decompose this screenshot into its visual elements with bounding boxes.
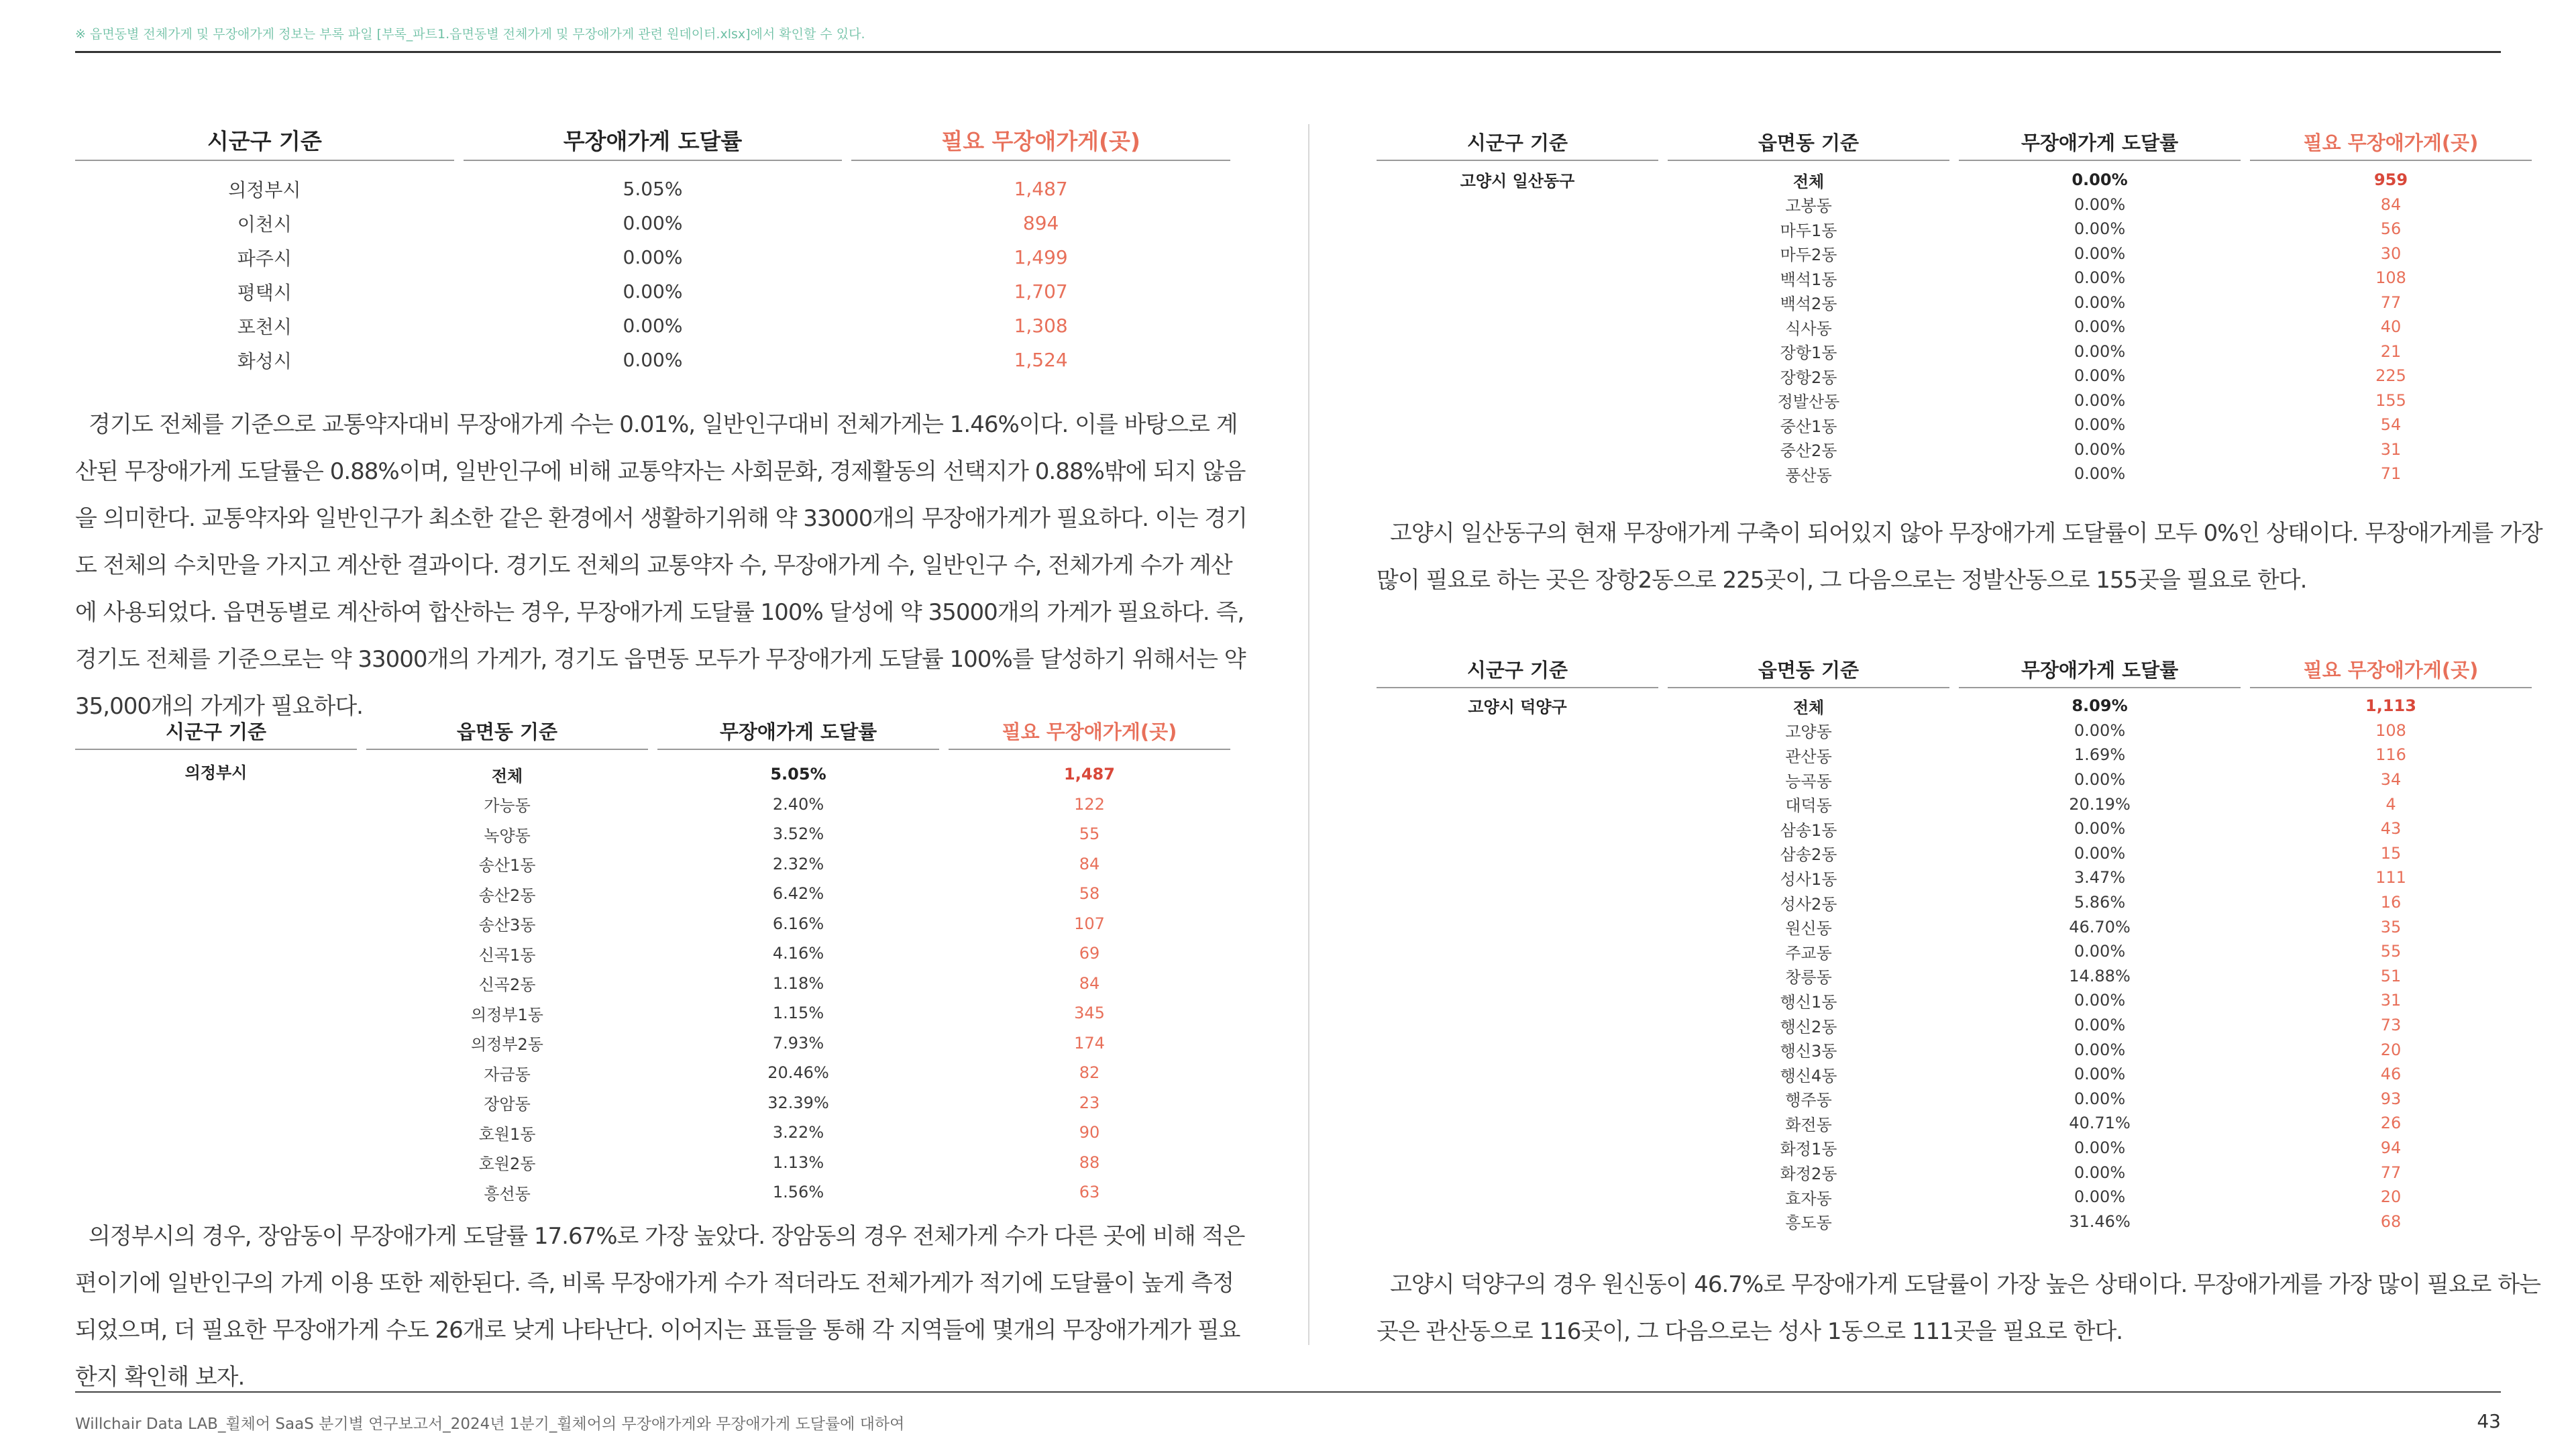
rate-cell: 0.00% <box>2074 366 2126 386</box>
needed-cell: 108 <box>2375 268 2406 288</box>
rate-cell: 0.00% <box>2074 244 2126 263</box>
dong-cell: 신곡1동 <box>478 945 536 965</box>
rate-cell: 1.56% <box>772 1183 824 1202</box>
dong-cell: 호원2동 <box>478 1155 536 1174</box>
region-cell: 의정부시 <box>228 178 301 201</box>
deogyang-gu-table <box>1367 640 2541 1234</box>
needed-cell: 174 <box>1074 1033 1105 1053</box>
needed-cell: 1,308 <box>1014 315 1068 337</box>
dong-cell: 행주동 <box>1785 1091 1832 1110</box>
rate-cell: 7.93% <box>772 1033 824 1053</box>
header-sigungu: 시군구 기준 <box>1377 113 1658 161</box>
needed-cell: 20 <box>2380 1187 2402 1207</box>
header-rate: 무장애가게 도달률 <box>1959 113 2241 161</box>
rate-cell: 5.05% <box>770 765 826 784</box>
dong-cell: 신곡2동 <box>478 975 536 995</box>
rate-cell: 31.46% <box>2069 1212 2131 1231</box>
needed-cell: 959 <box>2373 170 2408 190</box>
dong-cell: 화정2동 <box>1780 1165 1837 1184</box>
needed-cell: 84 <box>1079 973 1100 993</box>
rate-cell: 3.22% <box>772 1123 824 1142</box>
rate-cell: 0.00% <box>2074 1065 2126 1084</box>
rate-cell: 0.00% <box>2074 268 2126 288</box>
paragraph-ilsandong-gu: 고양시 일산동구의 현재 무장애가게 구축이 되어있지 않아 무장애가게 도달률이 모두 0%인 상태이다. 무장애가게를 가장 많이 필요로 하는 곳은 장항2동으로 225곳이, 그 다음으로는 정발산동으로 155곳을 필요로 한다. <box>1377 520 2542 594</box>
dong-cell: 화전동 <box>1785 1115 1832 1134</box>
rate-cell: 0.00% <box>2074 1016 2126 1035</box>
needed-cell: 122 <box>1074 794 1105 814</box>
needed-cell: 82 <box>1079 1063 1100 1083</box>
needed-cell: 43 <box>2380 819 2402 839</box>
needed-cell: 1,499 <box>1014 246 1068 268</box>
needed-cell: 58 <box>1079 884 1100 904</box>
top-note: ※ 읍면동별 전체가게 및 무장애가게 정보는 부록 파일 [부록_파트1.읍면동별 전체가게 및 무장애가게 관련 원데이터.xlsx]에서 확인할 수 있다. <box>75 27 865 42</box>
needed-cell: 84 <box>1079 854 1100 873</box>
region-cell: 화성시 <box>237 350 292 372</box>
needed-cell: 93 <box>2380 1089 2402 1108</box>
dong-cell: 성사1동 <box>1780 869 1837 889</box>
dong-cell: 성사2동 <box>1780 894 1837 914</box>
header-sigungu: 시군구 기준 <box>1377 640 1658 688</box>
page-number: 43 <box>2477 1410 2501 1432</box>
city-level-table <box>66 113 1240 377</box>
needed-cell: 90 <box>1079 1123 1100 1142</box>
dong-cell: 행신2동 <box>1780 1017 1837 1036</box>
dong-cell: 행신1동 <box>1780 992 1837 1012</box>
needed-cell: 71 <box>2380 464 2402 484</box>
rate-cell: 0.00% <box>2074 1138 2126 1157</box>
rate-cell: 0.00% <box>2074 1040 2126 1059</box>
dong-cell: 고봉동 <box>1785 197 1832 216</box>
dong-cell: 행신4동 <box>1780 1066 1837 1085</box>
needed-cell: 111 <box>2375 868 2406 888</box>
rate-cell: 0.00% <box>2074 341 2126 361</box>
rate-cell: 0.00% <box>623 280 683 303</box>
rate-cell: 1.13% <box>772 1152 824 1172</box>
dong-cell: 전체 <box>1792 698 1825 717</box>
needed-cell: 34 <box>2380 770 2402 790</box>
dong-cell: 삼송2동 <box>1780 845 1837 865</box>
deogyang-gu-table-body <box>1377 688 2532 1234</box>
table-row <box>1377 161 2532 193</box>
rate-cell: 5.86% <box>2074 893 2126 912</box>
rate-cell: 0.00% <box>2074 390 2126 410</box>
rate-cell: 0.00% <box>2074 439 2126 459</box>
needed-cell: 20 <box>2380 1040 2402 1059</box>
header-dong: 읍면동 기준 <box>1668 113 1949 161</box>
header-sigungu: 시군구 기준 <box>75 702 357 750</box>
needed-cell: 94 <box>2380 1138 2402 1157</box>
dong-cell: 원신동 <box>1785 919 1832 938</box>
dong-cell: 화정1동 <box>1780 1140 1837 1159</box>
rate-cell: 2.40% <box>772 794 824 814</box>
rate-cell: 3.52% <box>772 824 824 844</box>
dong-cell: 중산1동 <box>1780 417 1837 436</box>
table-row <box>75 274 1230 309</box>
needed-cell: 155 <box>2375 390 2406 410</box>
rate-cell: 8.09% <box>2072 696 2128 716</box>
needed-cell: 108 <box>2375 720 2406 740</box>
needed-cell: 16 <box>2380 893 2402 912</box>
rate-cell: 0.00% <box>623 246 683 268</box>
table-row <box>75 343 1230 377</box>
rate-cell: 0.00% <box>623 315 683 337</box>
dong-cell: 마두2동 <box>1780 246 1837 265</box>
dong-cell: 녹양동 <box>484 826 531 845</box>
region-cell: 고양시 덕양구 <box>1468 698 1567 716</box>
dong-cell: 송산1동 <box>478 856 536 875</box>
ilsandong-gu-table <box>1367 113 2541 486</box>
rate-cell: 0.00% <box>623 349 683 371</box>
needed-cell: 55 <box>2380 942 2402 961</box>
dong-cell: 삼송1동 <box>1780 820 1837 840</box>
rate-cell: 0.00% <box>2074 292 2126 312</box>
rate-cell: 0.00% <box>2074 843 2126 863</box>
table-row <box>75 750 1230 790</box>
table-row <box>1377 688 2532 718</box>
footer-text: Willchair Data LAB_휠체어 SaaS 분기별 연구보고서_2024년 1분기_휠체어의 무장애가게와 무장애가게 도달률에 대하여 <box>75 1415 905 1433</box>
dong-cell: 백석2동 <box>1780 294 1837 314</box>
dong-cell: 창릉동 <box>1785 968 1832 987</box>
needed-cell: 1,487 <box>1014 178 1068 200</box>
needed-cell: 46 <box>2380 1065 2402 1084</box>
needed-cell: 40 <box>2380 317 2402 337</box>
header-needed: 필요 무장애가게(곳) <box>851 113 1230 161</box>
rate-cell: 6.42% <box>772 884 824 904</box>
needed-cell: 30 <box>2380 244 2402 263</box>
rate-cell: 20.46% <box>767 1063 829 1083</box>
region-cell: 포천시 <box>237 315 292 338</box>
dong-cell: 호원1동 <box>478 1124 536 1144</box>
dong-cell: 관산동 <box>1785 747 1832 766</box>
rate-cell: 0.00% <box>2074 1089 2126 1108</box>
header-rate: 무장애가게 도달률 <box>657 702 939 750</box>
rate-cell: 0.00% <box>2074 942 2126 961</box>
rate-cell: 0.00% <box>2074 1163 2126 1182</box>
column-divider <box>1308 124 1309 1345</box>
dong-cell: 중산2동 <box>1780 441 1837 461</box>
dong-cell: 행신3동 <box>1780 1042 1837 1061</box>
needed-cell: 116 <box>2375 745 2406 765</box>
rate-cell: 0.00% <box>2072 170 2128 190</box>
top-rule <box>75 51 2501 53</box>
rate-cell: 1.15% <box>772 1004 824 1023</box>
dong-cell: 의정부2동 <box>470 1035 543 1055</box>
dong-cell: 풍산동 <box>1785 466 1832 485</box>
header-dong: 읍면동 기준 <box>366 702 648 750</box>
rate-cell: 0.00% <box>2074 219 2126 239</box>
rate-cell: 0.00% <box>623 212 683 234</box>
needed-cell: 1,487 <box>1064 765 1115 784</box>
needed-cell: 1,113 <box>2365 696 2416 716</box>
needed-cell: 23 <box>1079 1093 1100 1112</box>
needed-cell: 54 <box>2380 415 2402 435</box>
table-row <box>75 206 1230 240</box>
dong-cell: 정발산동 <box>1777 392 1840 412</box>
paragraph-gyeonggi-summary: 경기도 전체를 기준으로 교통약자대비 무장애가게 수는 0.01%, 일반인구대비 전체가게는 1.46%이다. 이를 바탕으로 계산된 무장애가게 도달률은 0.88%이며, 일반인구에 비해 교통약자는 사회문화, 경제활동의 선택지가 0.88%밖에 되지 않음을 의미한다. 교통약자와 일반인구가 최소한 같은 환경에서 생활하기위해 약 33000개의 무장애가게가 필요하다. 이는 경기도 전체의 수치만을 가지고 계산한 결과이다. 경기도 전체의 교통약자 수, 무장애가게 수, 일반인구 수, 전체가게 수가 계산에 사용되었다. 읍면동별로 계산하여 합산하는 경우, 무장애가게 도달률 100% 달성에 약 35000개의 가게가 필요하다. 즉, 경기도 전체를 기준으로는 약 33000개의 가게가, 경기도 읍면동 모두가 무장애가게 도달률 100%를 달성하기 위해서는 약 35,000개의 가게가 필요하다. <box>75 411 1247 720</box>
table-row <box>75 240 1230 274</box>
rate-cell: 0.00% <box>2074 415 2126 435</box>
dong-cell: 식사동 <box>1785 319 1832 338</box>
needed-cell: 15 <box>2380 843 2402 863</box>
needed-cell: 56 <box>2380 219 2402 239</box>
needed-cell: 225 <box>2375 366 2406 386</box>
dong-cell: 자금동 <box>484 1065 531 1084</box>
city-level-table-body <box>75 161 1230 377</box>
rate-cell: 46.70% <box>2069 917 2131 936</box>
dong-cell: 가능동 <box>484 796 531 816</box>
ilsandong-gu-table-body <box>1377 161 2532 486</box>
needed-cell: 107 <box>1074 914 1105 933</box>
needed-cell: 21 <box>2380 341 2402 361</box>
region-cell: 의정부시 <box>184 763 248 782</box>
needed-cell: 1,524 <box>1014 349 1068 371</box>
dong-cell: 전체 <box>1792 172 1825 191</box>
rate-cell: 0.00% <box>2074 317 2126 337</box>
needed-cell: 1,707 <box>1014 280 1068 303</box>
rate-cell: 0.00% <box>2074 1187 2126 1207</box>
rate-cell: 6.16% <box>772 914 824 933</box>
header-needed: 필요 무장애가게(곳) <box>2250 113 2532 161</box>
needed-cell: 894 <box>1022 212 1059 234</box>
rate-cell: 4.16% <box>772 944 824 963</box>
rate-cell: 2.32% <box>772 854 824 873</box>
rate-cell: 14.88% <box>2069 966 2131 985</box>
region-cell: 파주시 <box>237 247 292 270</box>
uijeongbu-table-body <box>75 750 1230 1208</box>
needed-cell: 345 <box>1074 1004 1105 1023</box>
dong-cell: 장항2동 <box>1780 368 1837 387</box>
needed-cell: 69 <box>1079 944 1100 963</box>
rate-cell: 1.69% <box>2074 745 2126 765</box>
needed-cell: 51 <box>2380 966 2402 985</box>
rate-cell: 0.00% <box>2074 991 2126 1010</box>
needed-cell: 68 <box>2380 1212 2402 1231</box>
table-row <box>75 309 1230 343</box>
dong-cell: 백석1동 <box>1780 270 1837 289</box>
rate-cell: 40.71% <box>2069 1114 2131 1133</box>
needed-cell: 77 <box>2380 1163 2402 1182</box>
header-dong: 읍면동 기준 <box>1668 640 1949 688</box>
needed-cell: 73 <box>2380 1016 2402 1035</box>
dong-cell: 송산2동 <box>478 885 536 905</box>
dong-cell: 능곡동 <box>1785 771 1832 791</box>
dong-cell: 주교동 <box>1785 943 1832 963</box>
rate-cell: 3.47% <box>2074 868 2126 888</box>
rate-cell: 0.00% <box>2074 195 2126 214</box>
needed-cell: 55 <box>1079 824 1100 844</box>
header-rate: 무장애가게 도달률 <box>464 113 843 161</box>
rate-cell: 1.18% <box>772 973 824 993</box>
rate-cell: 0.00% <box>2074 720 2126 740</box>
header-needed: 필요 무장애가게(곳) <box>2250 640 2532 688</box>
paragraph-uijeongbu: 의정부시의 경우, 장암동이 무장애가게 도달률 17.67%로 가장 높았다. 장암동의 경우 전체가게 수가 다른 곳에 비해 적은 편이기에 일반인구의 가게 이용 또한 제한된다. 즉, 비록 무장애가게 수가 적더라도 전체가게가 적기에 도달률이 높게 측정되었으며, 더 필요한 무장애가게 수도 26개로 낮게 나타난다. 이어지는 표들을 통해 각 지역들에 몇개의 무장애가게가 필요한지 확인해 보자. <box>75 1223 1245 1391</box>
rate-cell: 0.00% <box>2074 464 2126 484</box>
dong-cell: 흥도동 <box>1785 1214 1832 1233</box>
dong-cell: 대덕동 <box>1785 796 1832 816</box>
needed-cell: 77 <box>2380 292 2402 312</box>
dong-cell: 장암동 <box>484 1095 531 1114</box>
header-needed: 필요 무장애가게(곳) <box>949 702 1230 750</box>
needed-cell: 35 <box>2380 917 2402 936</box>
needed-cell: 26 <box>2380 1114 2402 1133</box>
region-cell: 평택시 <box>237 281 292 304</box>
needed-cell: 88 <box>1079 1152 1100 1172</box>
needed-cell: 4 <box>2385 794 2396 814</box>
rate-cell: 32.39% <box>767 1093 829 1112</box>
header-sigungu: 시군구 기준 <box>75 113 454 161</box>
needed-cell: 31 <box>2380 439 2402 459</box>
rate-cell: 5.05% <box>623 178 683 200</box>
dong-cell: 송산3동 <box>478 916 536 935</box>
needed-cell: 31 <box>2380 991 2402 1010</box>
table-row <box>75 161 1230 206</box>
dong-cell: 의정부1동 <box>470 1005 543 1024</box>
dong-cell: 전체 <box>491 766 523 786</box>
footer-rule <box>75 1391 2501 1393</box>
dong-cell: 흥선동 <box>484 1184 531 1203</box>
rate-cell: 0.00% <box>2074 770 2126 790</box>
needed-cell: 84 <box>2380 195 2402 214</box>
dong-cell: 마두1동 <box>1780 221 1837 240</box>
uijeongbu-table <box>66 702 1240 1208</box>
header-rate: 무장애가게 도달률 <box>1959 640 2241 688</box>
region-cell: 이천시 <box>237 213 292 235</box>
dong-cell: 효자동 <box>1785 1189 1832 1208</box>
paragraph-deogyang-gu: 고양시 덕양구의 경우 원신동이 46.7%로 무장애가게 도달률이 가장 높은 상태이다. 무장애가게를 가장 많이 필요로 하는 곳은 관산동으로 116곳이, 그 다음으로는 성사 1동으로 111곳을 필요로 한다. <box>1377 1271 2540 1345</box>
rate-cell: 20.19% <box>2069 794 2131 814</box>
dong-cell: 고양동 <box>1785 722 1832 742</box>
region-cell: 고양시 일산동구 <box>1460 172 1575 191</box>
rate-cell: 0.00% <box>2074 819 2126 839</box>
needed-cell: 63 <box>1079 1183 1100 1202</box>
dong-cell: 장항1동 <box>1780 343 1837 363</box>
